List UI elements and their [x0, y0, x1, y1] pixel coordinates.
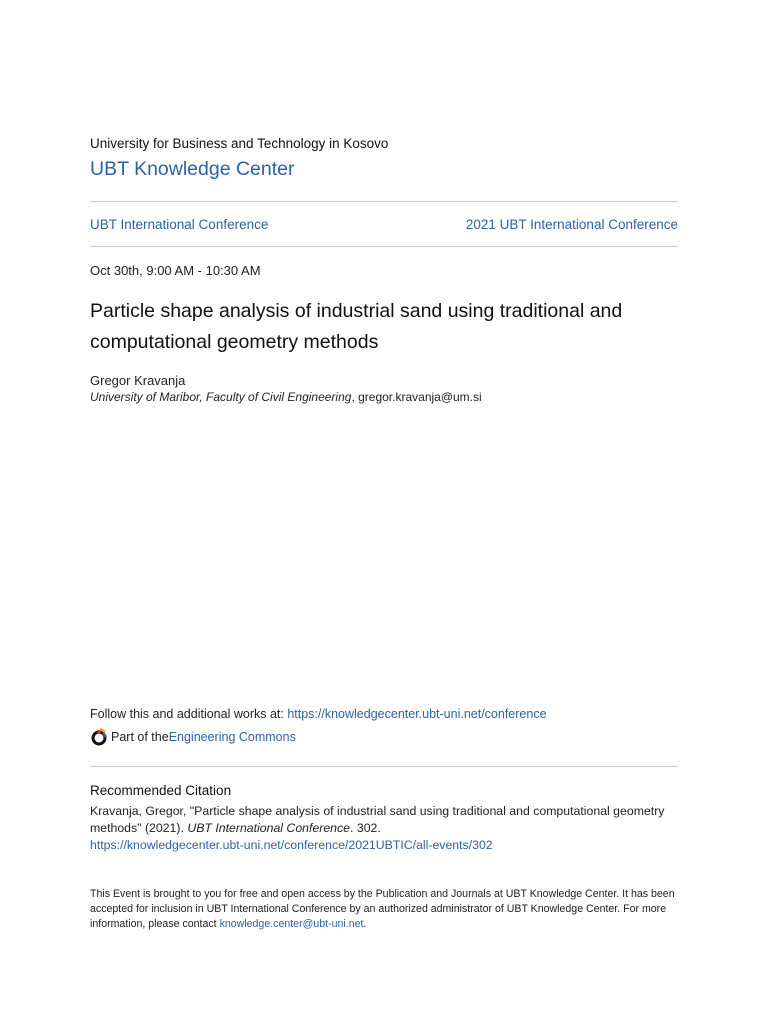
citation-journal: UBT International Conference [187, 821, 351, 835]
part-of-label: Part of the [111, 730, 169, 744]
conference-year-link[interactable]: 2021 UBT International Conference [465, 216, 678, 232]
author-email: gregor.kravanja@um.si [358, 390, 482, 404]
engineering-commons-link[interactable]: Engineering Commons [168, 730, 296, 744]
institution-name: University for Business and Technology in Kosovo [90, 136, 389, 151]
access-notice [90, 887, 678, 932]
author-affiliation-line [90, 390, 678, 404]
citation-heading: Recommended Citation [90, 783, 232, 798]
citation-tail: . 302. [350, 821, 381, 835]
contact-email-link[interactable]: knowledge.center@ubt-uni.net [219, 918, 364, 930]
repository-link[interactable]: UBT Knowledge Center [90, 158, 295, 180]
breadcrumb-nav [90, 201, 678, 247]
part-of-line [90, 728, 678, 746]
page-title: Particle shape analysis of industrial sand using traditional and computational geometry methods [90, 300, 623, 353]
access-notice-end: . [363, 918, 367, 930]
author-name: Gregor Kravanja [90, 373, 186, 388]
citation-text: Kravanja, Gregor, "Particle shape analysis of industrial sand using traditional and computational geometry methods" (2021). [90, 804, 665, 835]
follow-label: Follow this and additional works at: [90, 707, 288, 721]
author-affiliation: University of Maribor, Faculty of Civil Engineering [90, 390, 352, 404]
access-notice-text: This Event is brought to you for free and open access by the Publication and Journals at UBT Knowledge Center. It has been accepted for inclusion in UBT International Conference by an authorized administrator of UBT Knowledge Center. For more information, please contact [90, 888, 675, 930]
event-date: Oct 30th, 9:00 AM - 10:30 AM [90, 263, 261, 278]
follow-line [90, 707, 678, 721]
divider [90, 766, 678, 767]
follow-url-link[interactable]: https://knowledgecenter.ubt-uni.net/conference [287, 707, 547, 721]
conference-link[interactable]: UBT International Conference [90, 216, 269, 232]
citation-body [90, 803, 678, 854]
affiliation-separator: , [351, 390, 359, 404]
citation-url-link[interactable]: https://knowledgecenter.ubt-uni.net/conference/2021UBTIC/all-events/302 [90, 838, 493, 852]
network-commons-icon [90, 728, 108, 746]
